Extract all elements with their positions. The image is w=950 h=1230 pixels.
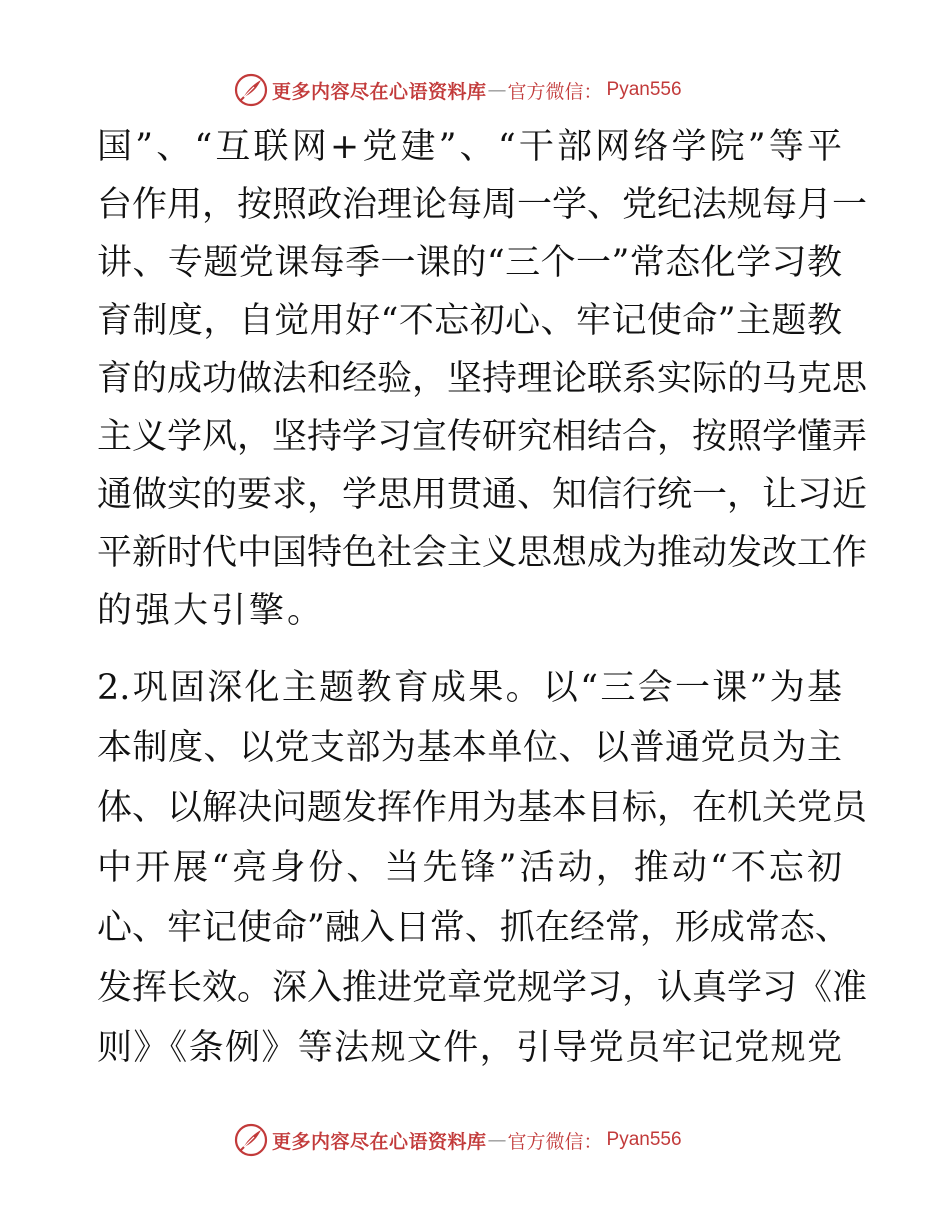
- text-line: 通做实的要求，学思用贯通、知信行统一，让习近: [97, 475, 868, 515]
- header-banner[interactable]: [234, 72, 682, 108]
- feather-quill-icon: [234, 1123, 268, 1157]
- text-line: 主义学风，坚持学习宣传研究相结合，按照学懂弄: [97, 417, 868, 457]
- text-line: 心、牢记使命”融入日常、抓在经常，形成常态、: [97, 908, 850, 948]
- banner-separator: —: [487, 79, 507, 101]
- banner-wechat-id: Pyan556: [606, 1129, 682, 1150]
- feather-quill-icon: [234, 73, 268, 107]
- banner-wechat-label: 官方微信: [507, 1130, 584, 1153]
- text-line: 平新时代中国特色社会主义思想成为推动发改工作: [97, 533, 868, 573]
- banner-separator: —: [487, 1129, 507, 1151]
- text-line: 则》《条例》等法规文件，引导党员牢记党规党: [97, 1028, 842, 1068]
- text-line: 发挥长效。深入推进党章党规学习，认真学习《准: [97, 968, 868, 1008]
- banner-colon: ：: [583, 1130, 603, 1153]
- text-line: 育的成功做法和经验，坚持理论联系实际的马克思: [97, 359, 868, 399]
- text-line: 育制度，自觉用好“不忘初心、牢记使命”主题教: [97, 301, 842, 341]
- banner-site-name: 更多内容尽在心语资料库: [272, 80, 487, 103]
- text-line: 的强大引擎。: [97, 591, 326, 631]
- footer-banner[interactable]: [234, 1122, 682, 1158]
- banner-colon: ：: [583, 80, 603, 103]
- banner-wechat-label: 官方微信: [507, 80, 584, 103]
- text-line: 中开展“亮身份、当先锋”活动，推动“不忘初: [97, 848, 842, 888]
- text-line: 国”、“互联网+党建”、“干部网络学院”等平: [97, 127, 842, 167]
- text-line: 讲、专题党课每季一课的“三个一”常态化学习教: [97, 243, 842, 283]
- banner-wechat-id: Pyan556: [606, 79, 682, 100]
- banner-site-name: 更多内容尽在心语资料库: [272, 1130, 487, 1153]
- text-line: 台作用，按照政治理论每周一学、党纪法规每月一: [97, 185, 868, 225]
- text-line: 2.巩固深化主题教育成果。以“三会一课”为基: [97, 668, 842, 708]
- text-line: 本制度、以党支部为基本单位、以普通党员为主: [97, 728, 842, 768]
- text-line: 体、以解决问题发挥作用为基本目标，在机关党员: [97, 788, 868, 828]
